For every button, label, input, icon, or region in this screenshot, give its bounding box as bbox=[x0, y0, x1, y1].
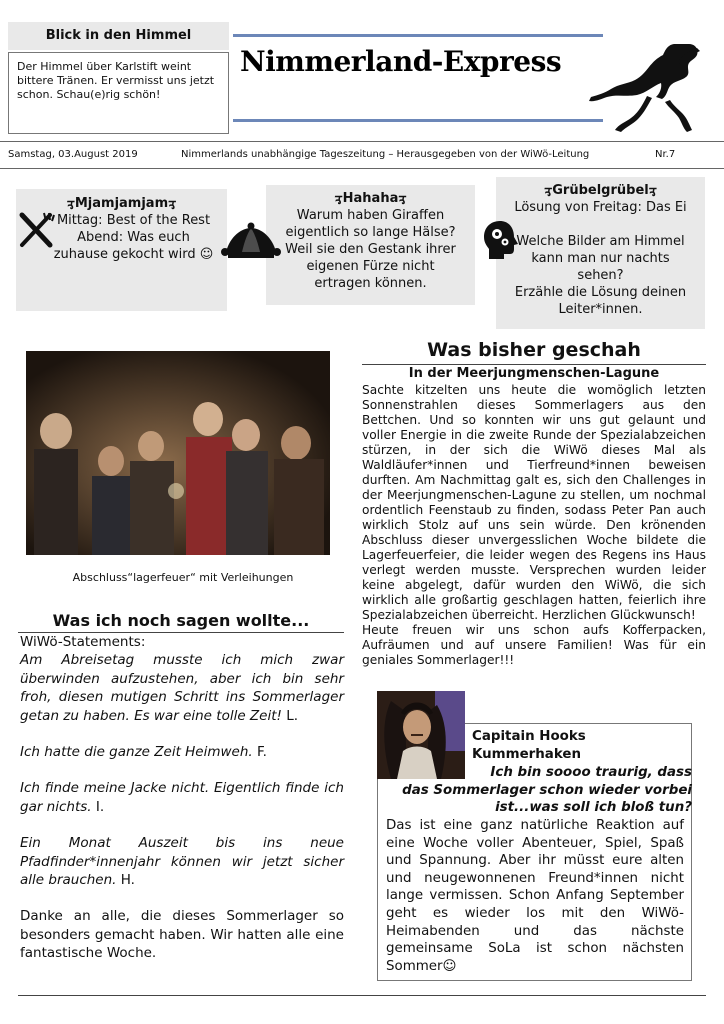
sidebar-box-text: Der Himmel über Karlstift weint bittere Tränen. Er vermisst uns jetzt schon. Schau(e)rig schön! bbox=[8, 52, 229, 134]
puzzle-box bbox=[496, 177, 705, 329]
puzzle-question-2: kann man nur nachts bbox=[531, 251, 670, 266]
joke-line-3: Weil sie den Gestank ihrer bbox=[285, 242, 456, 257]
statement-2: Ich hatte die ganze Zeit Heimweh. F. bbox=[20, 744, 267, 761]
dateline-bar bbox=[0, 141, 724, 169]
menu-lunch: Mittag: Best of the Rest bbox=[56, 213, 211, 228]
article-paragraph-2: Heute freuen wir uns schon aufs Kofferpacken, Aufräumen und auf unsere Familien! Was für ein geniales Sommerlager!!! bbox=[362, 623, 706, 667]
masthead-title: Nimmerland-Express bbox=[240, 45, 562, 78]
page-bottom-rule bbox=[18, 995, 706, 996]
photo-caption: Abschluss“lagerfeuer“ mit Verleihungen bbox=[72, 571, 294, 584]
hook-question: Ich bin soooo traurig, dass das Sommerlager schon wieder vorbei ist...was soll ich bloß tun? bbox=[402, 765, 692, 815]
puzzle-question-5: Leiter*innen. bbox=[558, 302, 643, 317]
campfire-photo-art bbox=[26, 351, 330, 555]
joke-line-2: eigentlich so lange Hälse? bbox=[285, 225, 456, 240]
puzzle-solution: Lösung von Freitag: Das Ei bbox=[514, 200, 687, 215]
masthead-top-rule bbox=[233, 34, 603, 37]
joke-line-5: ertragen können. bbox=[314, 276, 427, 291]
joke-box bbox=[266, 185, 475, 305]
article-heading-rule bbox=[362, 364, 706, 365]
sidebar-box-heading: Blick in den Himmel bbox=[8, 22, 229, 50]
flying-figure-icon bbox=[585, 38, 707, 136]
brain-gears-icon bbox=[482, 219, 520, 261]
statements-heading: Was ich noch sagen wollte... bbox=[52, 611, 310, 630]
menu-dinner-cont: zuhause gekocht wird ☺ bbox=[53, 247, 214, 262]
fork-knife-icon bbox=[16, 211, 56, 251]
issue-number: Nr.7 bbox=[655, 149, 676, 160]
joke-box-title: ᢋHahahaᢋ bbox=[334, 191, 407, 206]
tagline: Nimmerlands unabhängige Tageszeitung – Herausgegeben von der WiWö-Leitung bbox=[181, 149, 590, 160]
menu-dinner: Abend: Was euch bbox=[77, 230, 190, 245]
joke-line-1: Warum haben Giraffen bbox=[296, 208, 445, 223]
hook-answer: Das ist eine ganz natürliche Reaktion auf eine Woche voller Abenteuer, Spiel, Spaß und Spannung. Aber ihr müsst eure alten und neugewonnenen Freund*innen nicht lange vermissen. Schon Anfang September geht es wieder los mit den WiWö-Heimabenden und das nächste gemeinsame SoLa ist schon nächsten Sommer☺ bbox=[386, 818, 684, 974]
statements-body bbox=[20, 633, 344, 963]
jester-hat-icon bbox=[220, 222, 282, 262]
statement-1: Am Abreisetag musste ich mich zwar überwinden aufzustehen, aber ich bin sehr froh, diesen mutigen Schritt ins Sommerlager getan zu haben. Es war eine tolle Zeit! L. bbox=[20, 652, 344, 724]
issue-date: Samstag, 03.August 2019 bbox=[8, 149, 138, 160]
statement-3: Ich finde meine Jacke nicht. Eigentlich finde ich gar nichts. I. bbox=[20, 780, 344, 815]
statement-4: Ein Monat Auszeit bis ins neue Pfadfinder*innenjahr können wir jetzt sicher alle brauchen. H. bbox=[20, 835, 344, 889]
article-subheading: In der Meerjungmenschen-Lagune bbox=[408, 366, 660, 381]
masthead-bottom-rule bbox=[233, 119, 603, 122]
puzzle-question-3: sehen? bbox=[577, 268, 624, 283]
joke-line-4: eigenen Fürze nicht bbox=[306, 259, 435, 274]
statements-intro: WiWö-Statements: bbox=[20, 634, 146, 650]
puzzle-box-title: ᢋGrübelgrübelᢋ bbox=[544, 183, 657, 198]
statements-closing: Danke an alle, die dieses Sommerlager so besonders gemacht haben. Wir hatten alle eine fantastische Woche. bbox=[20, 908, 344, 962]
article-heading: Was bisher geschah bbox=[427, 339, 641, 361]
menu-box-title: ᢋMjamjamjamᢋ bbox=[66, 196, 177, 211]
puzzle-question-4: Erzähle die Lösung deinen bbox=[514, 285, 687, 300]
hook-title: Capitain Hooks Kummerhaken bbox=[472, 729, 586, 762]
puzzle-question-1: Welche Bilder am Himmel bbox=[516, 234, 685, 249]
campfire-photo bbox=[26, 351, 330, 555]
article-paragraph-1: Sachte kitzelten uns heute die womöglich letzten Sonnenstrahlen dieses Sommerlagers aus den Bettchen. Und so konnten wir uns gut gelaunt und voller Energie in die zweite Runde der Spezialabzeichen stürzen, in der sich die WiWö dieses Mal als Waldläufer*innen und Tierfreund*innen beweisen durften. Am Nachmittag galt es, sich den Challenges in der Meerjungmenschen-Lagune zu stellen, um nochmal ordentlich Feenstaub zu finden, sodass Peter Pan auch wirklich Stolz auf uns sein würde. Den krönenden Abschluss dieser unvergesslichen Woche bildete die Lagerfeuerfeier, die leider wegen des Regens ins Haus verlegt werden musste. Versprechen wurden leider keine abgelegt, dafür wurden den WiWö, die sich wirklich alle großartig geschlagen hatten, feierlich ihre Spezialabzeichen überreicht. Herzlichen Glückwunsch! bbox=[362, 383, 706, 622]
article-body bbox=[362, 383, 706, 668]
